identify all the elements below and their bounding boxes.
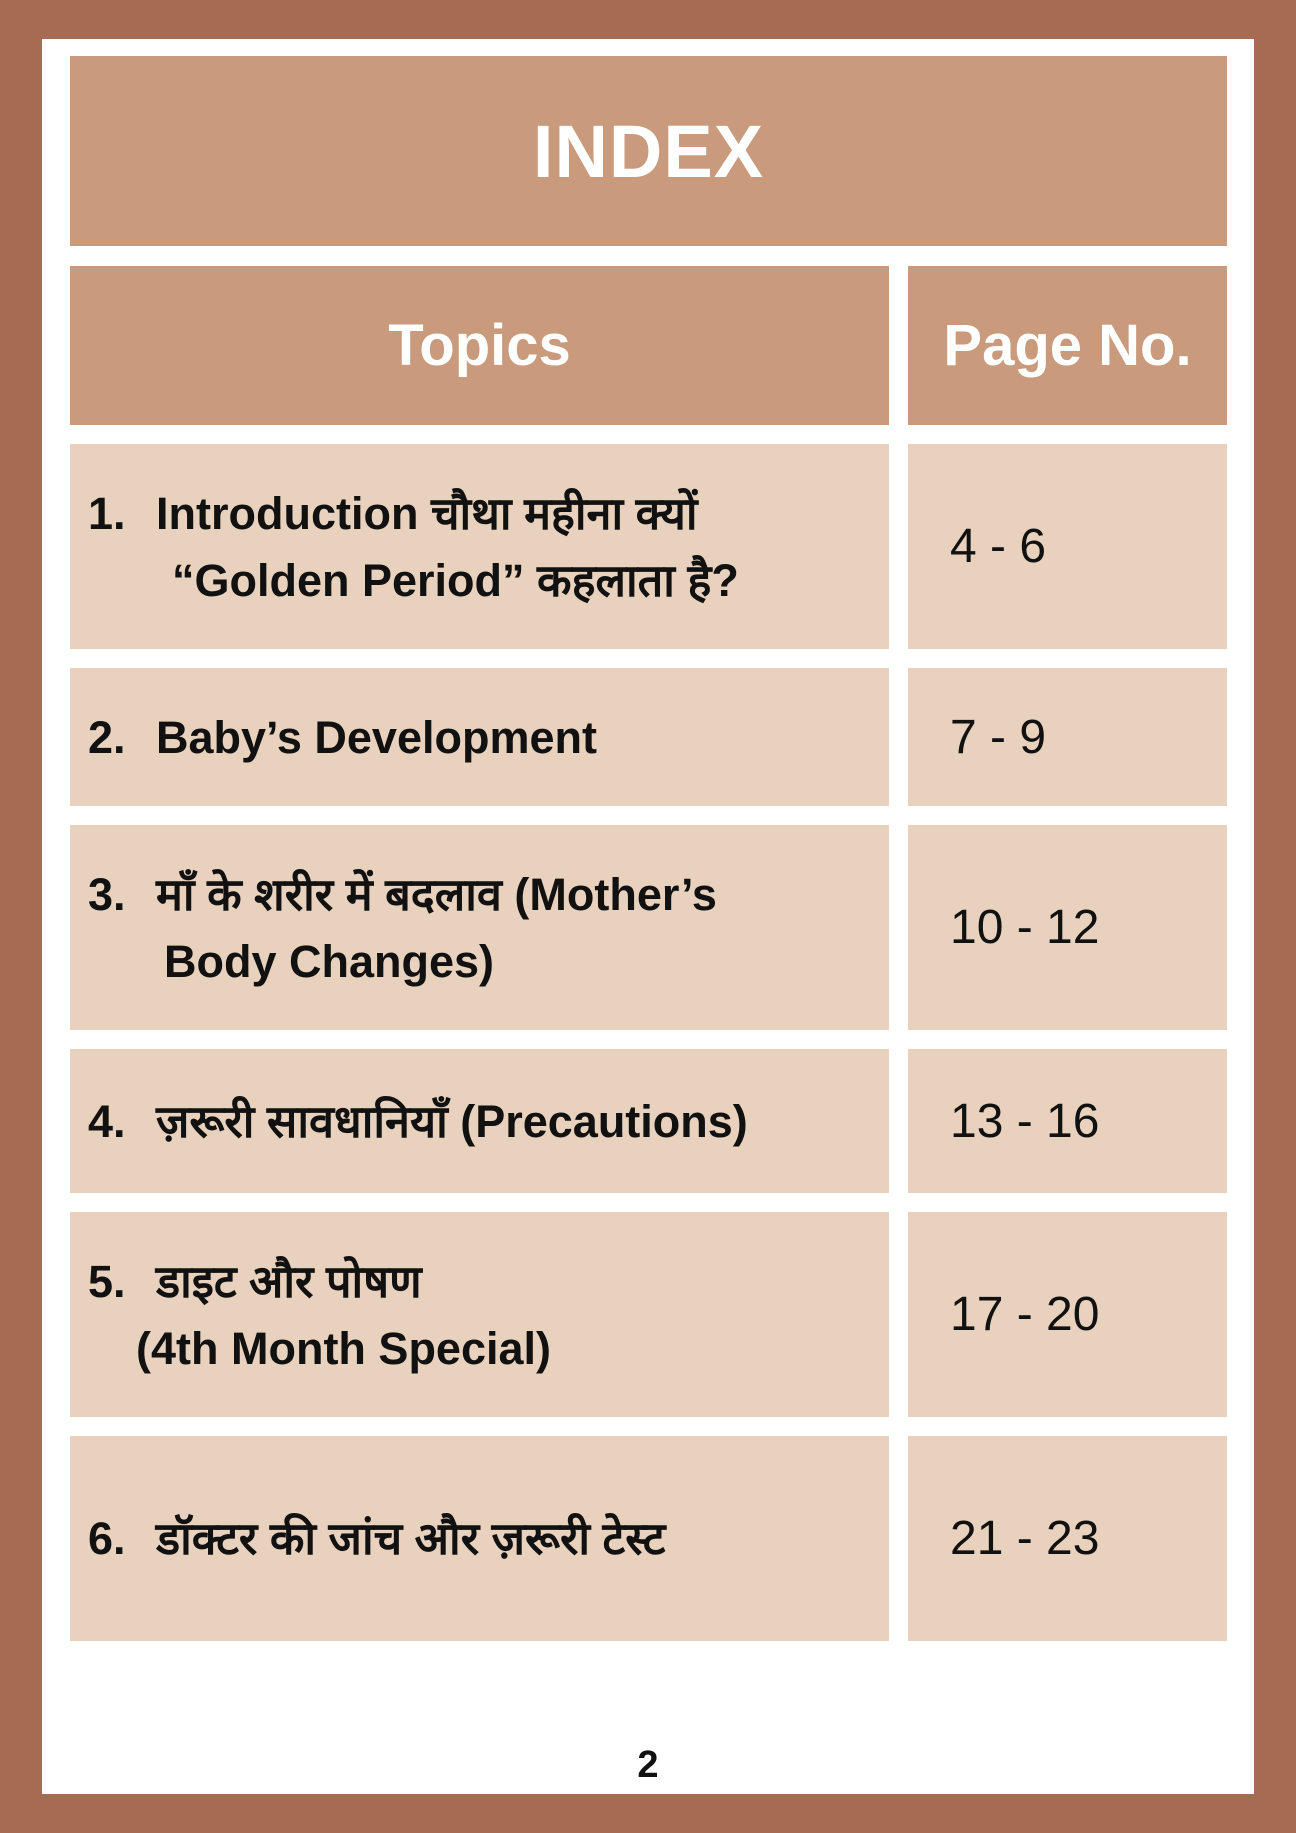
topic-row-3: [70, 825, 889, 1030]
page-range-row-3: 10 - 12: [908, 825, 1227, 1030]
topic-text-continued: (4th Month Special): [136, 1322, 551, 1374]
row-number: 5.: [88, 1255, 126, 1307]
topic-text: माँ के शरीर में बदलाव (Mother’s: [156, 868, 717, 920]
topics-header: Topics: [70, 266, 889, 425]
row-number: 4.: [88, 1095, 126, 1147]
topic-row-1: [70, 444, 889, 649]
row-number: 3.: [88, 868, 126, 920]
page-number: 2: [637, 1744, 659, 1786]
page-range-row-6: 21 - 23: [908, 1436, 1227, 1641]
index-title: INDEX: [70, 56, 1227, 246]
row-number: 2.: [88, 711, 126, 763]
topic-row-2: [70, 668, 889, 806]
page-range-row-1: 4 - 6: [908, 444, 1227, 649]
row-number: 1.: [88, 487, 126, 539]
index-page: [42, 39, 1254, 1794]
page-no-header: Page No.: [908, 266, 1227, 425]
topic-text-continued: Body Changes): [164, 935, 495, 987]
page-range-row-5: 17 - 20: [908, 1212, 1227, 1417]
topic-text: Introduction चौथा महीना क्यों: [156, 487, 698, 539]
topic-text-continued: “Golden Period” कहलाता है?: [172, 554, 739, 606]
topic-row-5: [70, 1212, 889, 1417]
topic-row-6: [70, 1436, 889, 1641]
page-range-row-4: 13 - 16: [908, 1049, 1227, 1193]
topic-row-4: [70, 1049, 889, 1193]
topic-text: डाइट और पोषण: [156, 1255, 422, 1307]
topic-text: Baby’s Development: [156, 711, 597, 763]
topic-text: ज़रूरी सावधानियाँ (Precautions): [156, 1095, 748, 1147]
topic-text: डॉक्टर की जांच और ज़रूरी टेस्ट: [156, 1513, 666, 1564]
page-range-row-2: 7 - 9: [908, 668, 1227, 806]
row-number: 6.: [88, 1513, 126, 1564]
